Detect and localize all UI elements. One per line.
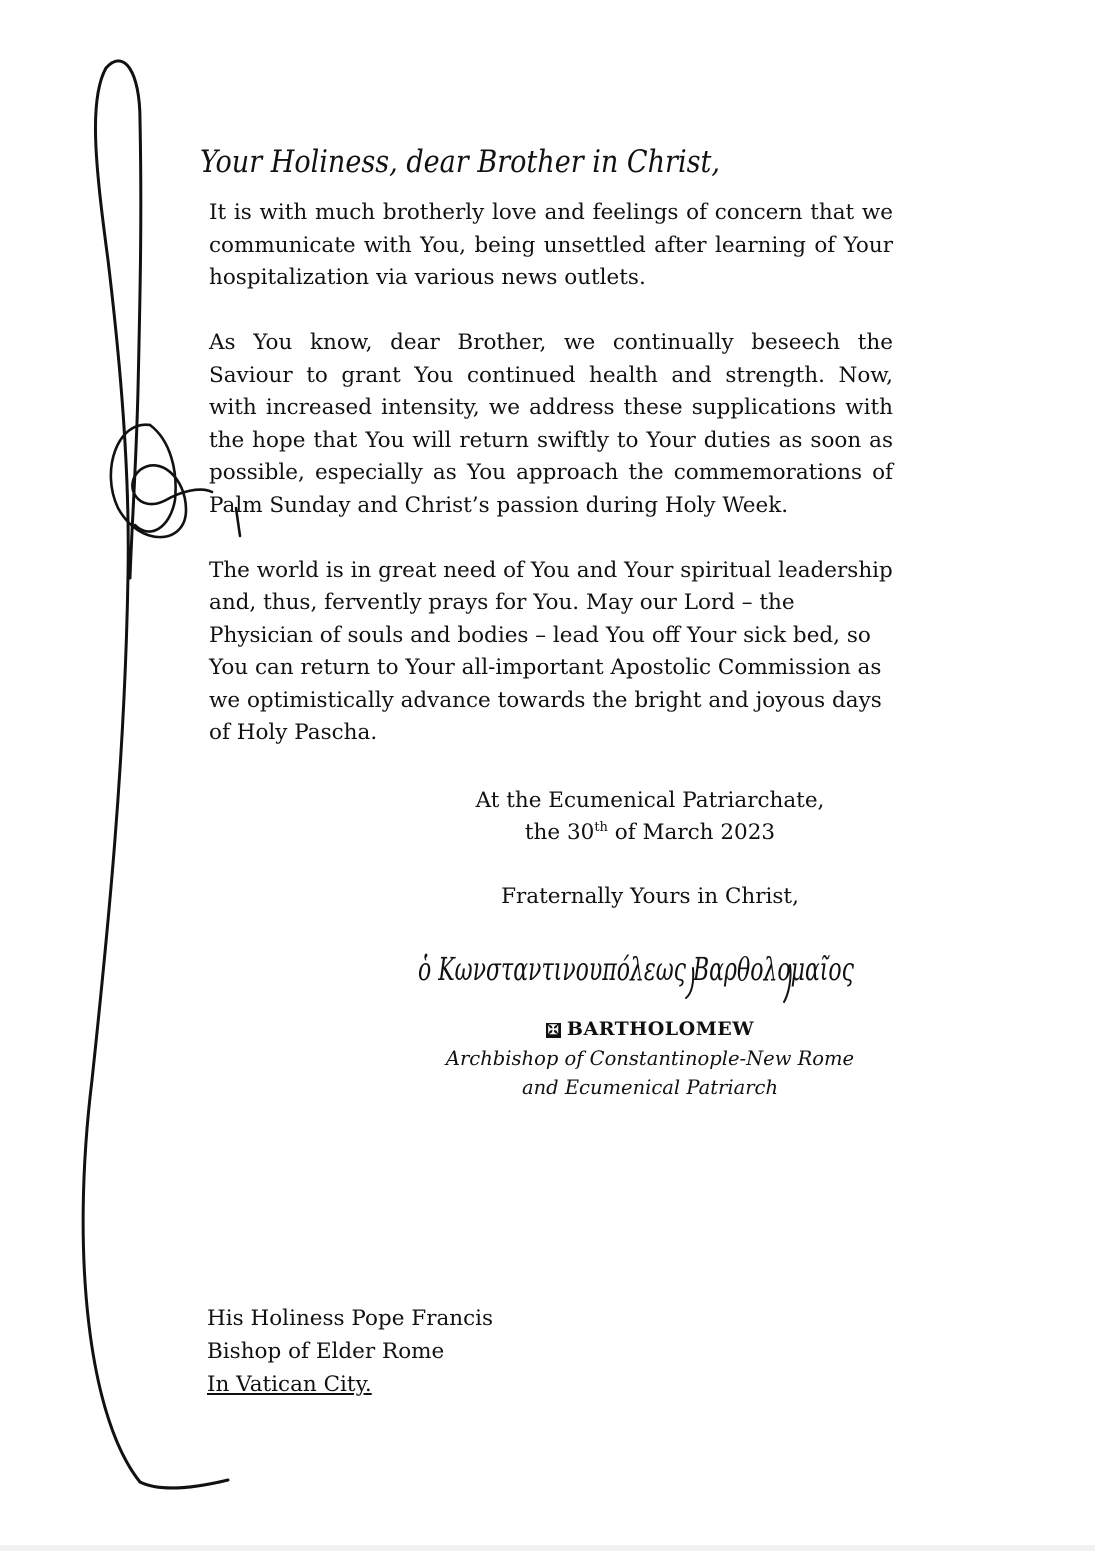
letter-body — [209, 197, 893, 782]
recipient-line-1: His Holiness Pope Francis — [207, 1306, 494, 1331]
paragraph-1: It is with much brotherly love and feelings of concern that we communicate with You, being unsettled after learning of Your hospitalization via various news outlets. — [209, 200, 893, 290]
signatory-name-text: BARTHOLOMEW — [566, 1018, 755, 1040]
handwritten-signature: ὁ Κωνσταντινουπόλεως Βαρθολομαῖος — [418, 950, 855, 988]
handwritten-salutation: Your Holiness, dear Brother in Christ, — [200, 144, 720, 180]
recipient-line-2: Bishop of Elder Rome — [207, 1339, 445, 1364]
signature-block — [430, 1014, 870, 1102]
date-prefix: the 30 — [524, 820, 595, 845]
closing-place-date — [430, 785, 870, 849]
recipient-line-3: In Vatican City. — [207, 1372, 372, 1397]
signatory-title-line-1: Archbishop of Constantinople-New Rome — [445, 1047, 855, 1070]
closing-greeting: Fraternally Yours in Christ, — [501, 884, 799, 909]
signatory-title-line-2: and Ecumenical Patriarch — [521, 1076, 779, 1099]
date-ordinal: th — [594, 819, 608, 835]
paragraph-3: The world is in great need of You and Your spiritual leadership and, thus, fervently prays for You. May our Lord – the Physician of souls and bodies – lead You off Your sick bed, so You can return to Your all-important Apostolic Commission as we optimistically advance towards the bright and joyous days of Holy Pascha. — [209, 557, 893, 745]
recipient-address — [207, 1302, 493, 1401]
date-suffix: of March 2023 — [607, 820, 776, 845]
paragraph-2: As You know, dear Brother, we continually beseech the Saviour to grant You continued health and strength. Now, with increased intensity, we address these supplications with the hope that You will return swiftly to Your duties as soon as possible, especially as You approach the commemorations of Palm Sunday and Christ’s passion during Holy Week. — [209, 330, 893, 518]
signatory-name — [430, 1014, 870, 1044]
closing-date — [430, 817, 870, 849]
cross-icon: ✠ — [547, 1023, 560, 1038]
closing-place: At the Ecumenical Patriarchate, — [475, 788, 825, 813]
